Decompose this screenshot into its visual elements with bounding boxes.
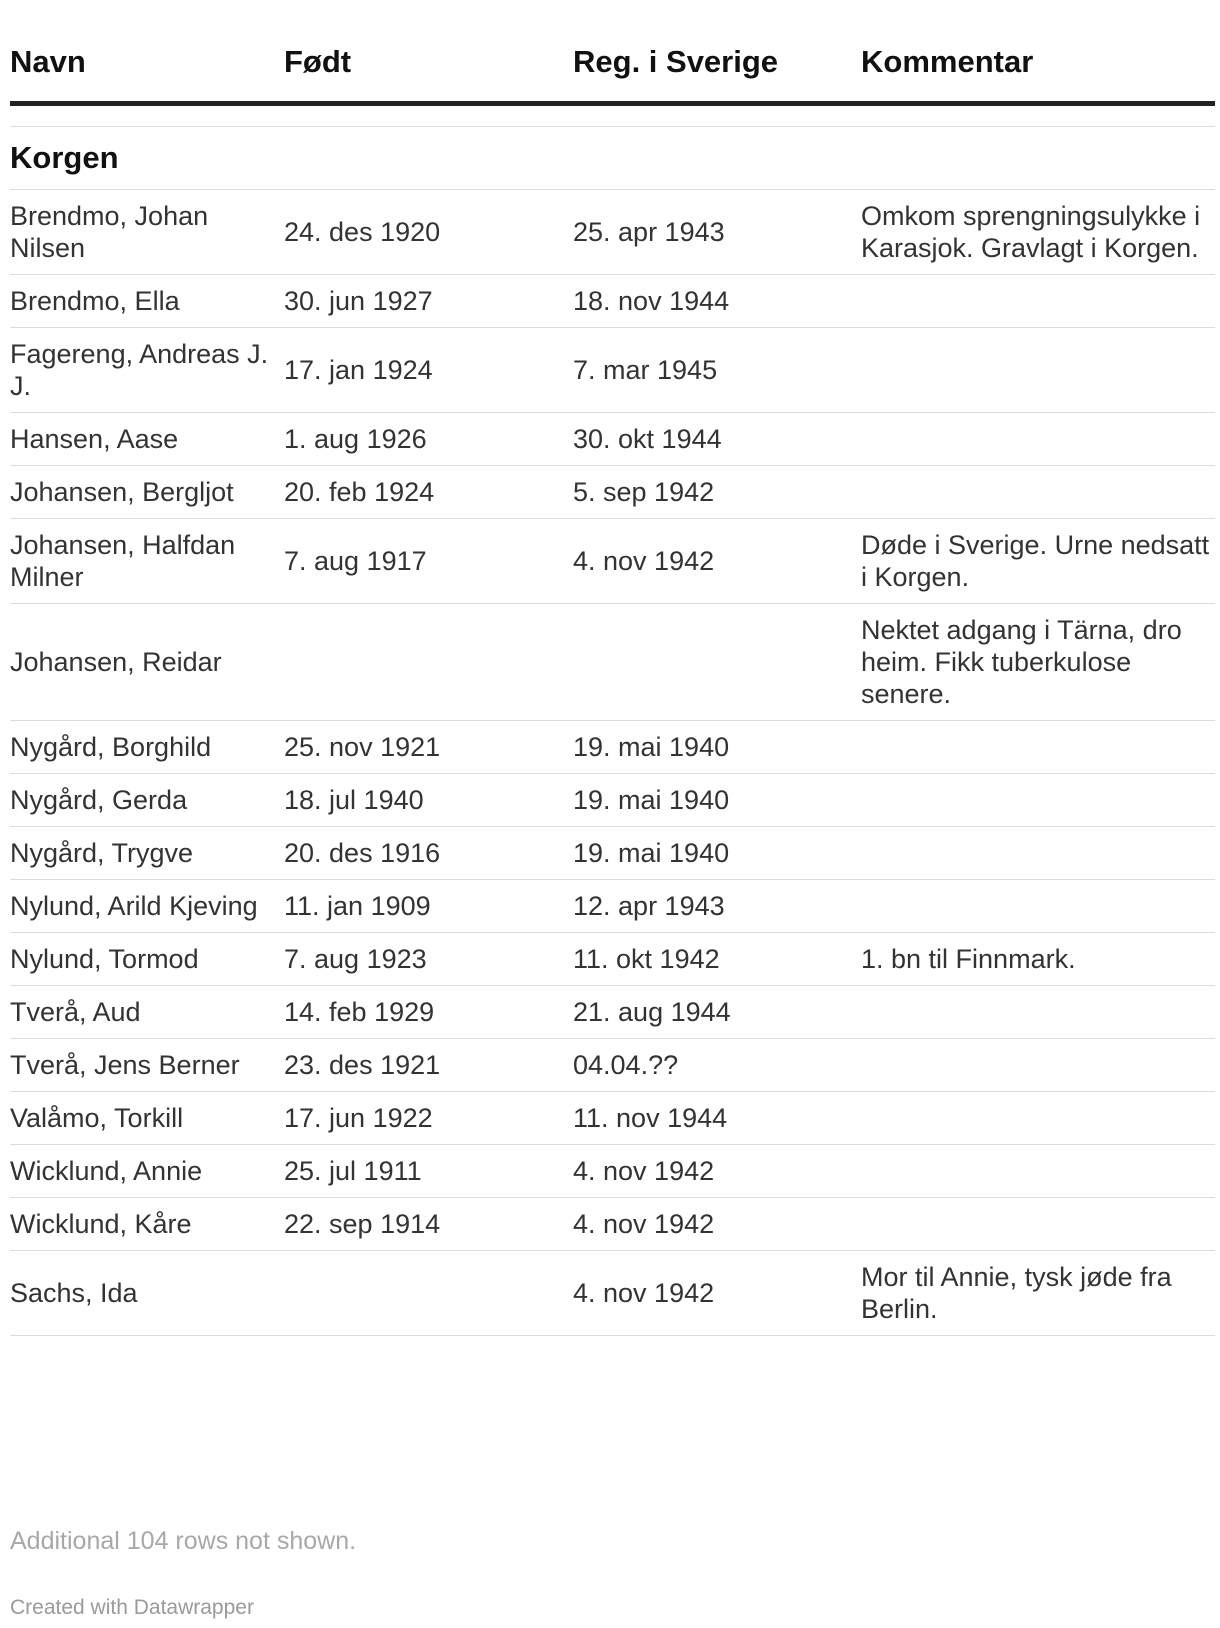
cell-comment: [861, 465, 1215, 518]
cell-born: 18. jul 1940: [284, 773, 573, 826]
table-row: [10, 773, 1215, 826]
cell-registered: 19. mai 1940: [573, 826, 861, 879]
table-row: [10, 720, 1215, 773]
cell-name: Nylund, Tormod: [10, 932, 284, 985]
cell-name: Brendmo, Johan Nilsen: [10, 189, 284, 274]
cell-comment: Mor til Annie, tysk jøde fra Berlin.: [861, 1250, 1215, 1335]
table-row: [10, 985, 1215, 1038]
cell-born: 14. feb 1929: [284, 985, 573, 1038]
column-header-registered[interactable]: Reg. i Sverige: [573, 0, 861, 103]
cell-born: 20. des 1916: [284, 826, 573, 879]
cell-born: 7. aug 1923: [284, 932, 573, 985]
table-row: [10, 1250, 1215, 1335]
cell-name: Valåmo, Torkill: [10, 1091, 284, 1144]
group-row: [10, 126, 1215, 189]
header-spacer: [10, 103, 1215, 126]
cell-name: Tverå, Aud: [10, 985, 284, 1038]
table-row: [10, 1197, 1215, 1250]
table-row: [10, 1091, 1215, 1144]
column-header-comment[interactable]: Kommentar: [861, 0, 1215, 103]
data-table: [10, 0, 1215, 1336]
table-row: [10, 603, 1215, 720]
cell-comment: [861, 274, 1215, 327]
table-body: [10, 103, 1215, 1335]
datawrapper-credit: Created with Datawrapper: [10, 1596, 254, 1619]
column-header-born[interactable]: Født: [284, 0, 573, 103]
cell-comment: [861, 985, 1215, 1038]
cell-name: Sachs, Ida: [10, 1250, 284, 1335]
cell-registered: 5. sep 1942: [573, 465, 861, 518]
cell-registered: 4. nov 1942: [573, 1144, 861, 1197]
cell-name: Johansen, Bergljot: [10, 465, 284, 518]
cell-registered: 18. nov 1944: [573, 274, 861, 327]
cell-born: 11. jan 1909: [284, 879, 573, 932]
cell-comment: [861, 1038, 1215, 1091]
cell-comment: [861, 1144, 1215, 1197]
cell-registered: 04.04.??: [573, 1038, 861, 1091]
table-row: [10, 274, 1215, 327]
cell-born: 17. jan 1924: [284, 327, 573, 412]
cell-name: Nygård, Gerda: [10, 773, 284, 826]
cell-born: 20. feb 1924: [284, 465, 573, 518]
cell-comment: [861, 412, 1215, 465]
cell-born: 1. aug 1926: [284, 412, 573, 465]
cell-registered: 25. apr 1943: [573, 189, 861, 274]
cell-name: Wicklund, Kåre: [10, 1197, 284, 1250]
cell-registered: 4. nov 1942: [573, 1250, 861, 1335]
cell-name: Tverå, Jens Berner: [10, 1038, 284, 1091]
table-row: [10, 327, 1215, 412]
cell-comment: [861, 879, 1215, 932]
cell-name: Nygård, Borghild: [10, 720, 284, 773]
cell-born: 25. jul 1911: [284, 1144, 573, 1197]
table-header: [10, 0, 1215, 103]
cell-born: 17. jun 1922: [284, 1091, 573, 1144]
cell-registered: 12. apr 1943: [573, 879, 861, 932]
cell-registered: 21. aug 1944: [573, 985, 861, 1038]
rows-not-shown-notice: Additional 104 rows not shown.: [10, 1527, 357, 1555]
cell-born: 25. nov 1921: [284, 720, 573, 773]
cell-born: 22. sep 1914: [284, 1197, 573, 1250]
table-row: [10, 932, 1215, 985]
cell-comment: [861, 327, 1215, 412]
table-row: [10, 826, 1215, 879]
group-label: Korgen: [10, 126, 1215, 189]
table-row: [10, 879, 1215, 932]
cell-name: Johansen, Halfdan Milner: [10, 518, 284, 603]
cell-born: 23. des 1921: [284, 1038, 573, 1091]
cell-comment: [861, 773, 1215, 826]
cell-registered: 11. okt 1942: [573, 932, 861, 985]
cell-name: Brendmo, Ella: [10, 274, 284, 327]
cell-registered: 11. nov 1944: [573, 1091, 861, 1144]
cell-comment: [861, 826, 1215, 879]
cell-registered: [573, 603, 861, 720]
cell-comment: [861, 1197, 1215, 1250]
cell-born: 30. jun 1927: [284, 274, 573, 327]
cell-registered: 30. okt 1944: [573, 412, 861, 465]
cell-born: 7. aug 1917: [284, 518, 573, 603]
cell-name: Fagereng, Andreas J. J.: [10, 327, 284, 412]
table-row: [10, 465, 1215, 518]
header-row: [10, 0, 1215, 103]
cell-comment: Omkom sprengningsulykke i Karasjok. Gravlagt i Korgen.: [861, 189, 1215, 274]
cell-registered: 4. nov 1942: [573, 1197, 861, 1250]
table-row: [10, 412, 1215, 465]
cell-born: [284, 1250, 573, 1335]
cell-born: 24. des 1920: [284, 189, 573, 274]
cell-comment: Nektet adgang i Tärna, dro heim. Fikk tuberkulose senere.: [861, 603, 1215, 720]
cell-born: [284, 603, 573, 720]
cell-name: Nygård, Trygve: [10, 826, 284, 879]
cell-name: Hansen, Aase: [10, 412, 284, 465]
cell-registered: 19. mai 1940: [573, 773, 861, 826]
table-container: [10, 0, 1215, 1336]
column-header-name[interactable]: Navn: [10, 0, 284, 103]
cell-comment: 1. bn til Finnmark.: [861, 932, 1215, 985]
table-row: [10, 1038, 1215, 1091]
cell-name: Wicklund, Annie: [10, 1144, 284, 1197]
table-row: [10, 189, 1215, 274]
cell-registered: 7. mar 1945: [573, 327, 861, 412]
cell-name: Johansen, Reidar: [10, 603, 284, 720]
cell-name: Nylund, Arild Kjeving: [10, 879, 284, 932]
table-row: [10, 518, 1215, 603]
cell-comment: [861, 720, 1215, 773]
cell-comment: [861, 1091, 1215, 1144]
cell-comment: Døde i Sverige. Urne nedsatt i Korgen.: [861, 518, 1215, 603]
cell-registered: 4. nov 1942: [573, 518, 861, 603]
cell-registered: 19. mai 1940: [573, 720, 861, 773]
table-row: [10, 1144, 1215, 1197]
